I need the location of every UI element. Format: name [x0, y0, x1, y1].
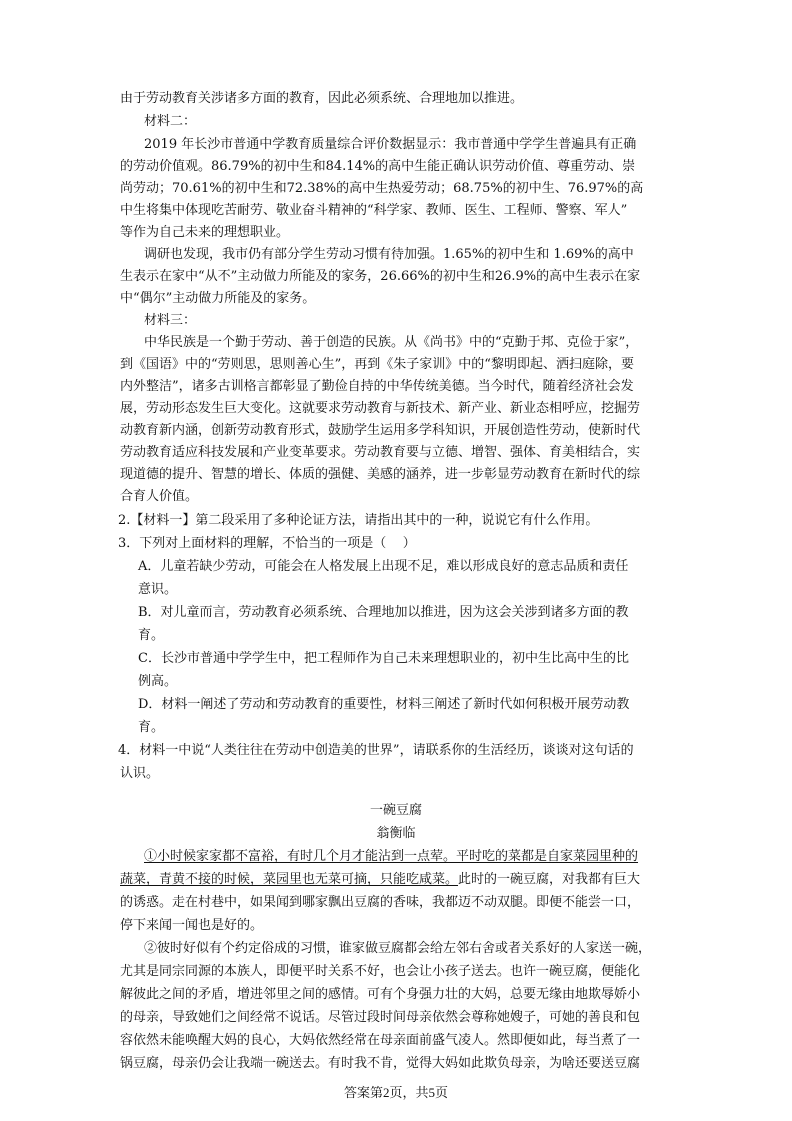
material3-line: 内外整洁”，诸多古训格言都彰显了勤俭自持的中华传统美德。当今时代，随着经济社会发 [120, 379, 634, 394]
essay-line: 容依然未能唤醒大妈的良心，大妈依然经常在母亲面前盛气凌人。然即便如此，每当煮了一 [120, 1033, 641, 1048]
essay-line: 停下来闻一闻也是好的。 [120, 918, 264, 933]
essay-p1-underlined: ①小时候家家都不富裕，有时几个月才能沾到一点荤。平时吃的菜都是自家菜园里种的 [144, 849, 639, 864]
material2-line: 中生将集中体现吃苦耐劳、敬业奋斗精神的“科学家、教师、医生、工程师、警察、军人” [120, 203, 628, 218]
essay-author: 翁衡临 [376, 826, 416, 841]
material3-line: 到《国语》中的“劳则思，思则善心生”，再到《朱子家训》中的“黎明即起、洒扫庭除，要 [120, 357, 634, 372]
question-2: 2.【材料一】第二段采用了多种论证方法，请指出其中的一种，说说它有什么作用。 [118, 513, 599, 528]
question-3-stem: 3．下列对上面材料的理解，不恰当的一项是（ ） [118, 536, 416, 551]
essay-line: 的母亲，导致她们之间经常不说话。尽管过段时间母亲依然会尊称她嫂子，可她的善良和包 [120, 1010, 641, 1025]
material3-line: 现道德的提升、智慧的增长、体质的强健、美感的涵养，进一步彰显劳动教育在新时代的综 [120, 467, 641, 482]
material3-line: 展，劳动形态发生巨大变化。这就要求劳动教育与新技术、新产业、新业态相呼应，挖掘劳 [120, 401, 641, 416]
question-4: 4．材料一中说“人类往往在劳动中创造美的世界”，请联系你的生活经历，谈谈对这句话的 [118, 743, 634, 758]
essay-line: ②彼时好似有个约定俗成的习惯，谁家做豆腐都会给左邻右舍或者关系好的人家送一碗， [144, 941, 652, 956]
essay-line: 的诱惑。走在村巷中，如果闻到哪家飘出豆腐的香味，我都迈不动双腿。即便不能尝一口， [120, 895, 641, 910]
option-c: C．长沙市普通中学学生中，把工程师作为自己未来理想职业的，初中生比高中生的比 [138, 651, 629, 666]
essay-line: 锅豆腐，母亲仍会让我端一碗送去。有时我不肯，觉得大妈如此欺负母亲，为啥还要送豆腐 [120, 1056, 641, 1071]
material2-label: 材料二： [144, 114, 197, 129]
material3-line: 中华民族是一个勤于劳动、善于创造的民族。从《尚书》中的“克勤于邦、克俭于家”， [144, 335, 639, 350]
option-a-cont: 意识。 [138, 582, 178, 597]
essay-title: 一碗豆腐 [369, 803, 422, 818]
material2-line: 中“偶尔”主动做力所能及的家务。 [120, 291, 316, 306]
material2-line: 2019 年长沙市普通中学教育质量综合评价数据显示：我市普通中学学生普遍具有正确 [144, 137, 637, 152]
material3-line: 劳动教育适应科技发展和产业变革要求。劳动教育要与立德、增智、强体、育美相结合，实 [120, 445, 641, 460]
material2-line: 尚劳动；70.61%的初中生和72.38%的高中生热爱劳动；68.75%的初中生、76.97%的高 [120, 181, 644, 196]
material3-line: 合育人价值。 [120, 489, 199, 504]
material1-tail: 由于劳动教育关涉诸多方面的教育，因此必须系统、合理地加以推进。 [120, 91, 524, 106]
option-b-cont: 育。 [138, 628, 165, 643]
material3-line: 动教育新内涵，创新劳动教育形式，鼓励学生运用多学科知识，开展创造性劳动，使新时代 [120, 423, 641, 438]
question-4-cont: 认识。 [120, 766, 160, 781]
essay-p1-line2-rest: 此时的一碗豆腐，对我都有巨大 [458, 872, 641, 887]
essay-line: 尤其是同宗同源的本族人，即便平时关系不好，也会让小孩子送去。也许一碗豆腐，便能化 [120, 964, 641, 979]
option-c-cont: 例高。 [138, 674, 178, 689]
material2-line: 调研也发现，我市仍有部分学生劳动习惯有待加强。1.65%的初中生和 1.69%的高中 [144, 247, 634, 262]
essay-p1-line2 [120, 869, 640, 891]
material2-line: 的劳动价值观。86.79%的初中生和84.14%的高中生能正确认识劳动价值、尊重劳动、崇 [120, 159, 636, 174]
option-d-cont: 育。 [138, 720, 165, 735]
essay-line: 解彼此之间的矛盾，增进邻里之间的感情。可有个身强力壮的大妈，总要无缘由地欺辱娇小 [120, 987, 641, 1002]
option-b: B．对儿童而言，劳动教育必须系统、合理地加以推进，因为这会关涉到诸多方面的教 [138, 605, 629, 620]
essay-p1-underlined-2: 蔬菜，青黄不接的时候，菜园里也无菜可摘，只能吃咸菜。 [120, 872, 459, 887]
page-footer: 答案第2页，共5页 [343, 1085, 448, 1100]
material2-line: 生表示在家中“从不”主动做力所能及的家务，26.66%的初中生和26.9%的高中生表示在家 [120, 269, 641, 284]
option-d: D．材料一阐述了劳动和劳动教育的重要性，材料三阐述了新时代如何积极开展劳动教 [138, 697, 630, 712]
material2-line: 等作为自己未来的理想职业。 [120, 225, 290, 240]
option-a: A．儿童若缺少劳动，可能会在人格发展上出现不足，难以形成良好的意志品质和责任 [138, 559, 629, 574]
material3-label: 材料三： [144, 313, 197, 328]
